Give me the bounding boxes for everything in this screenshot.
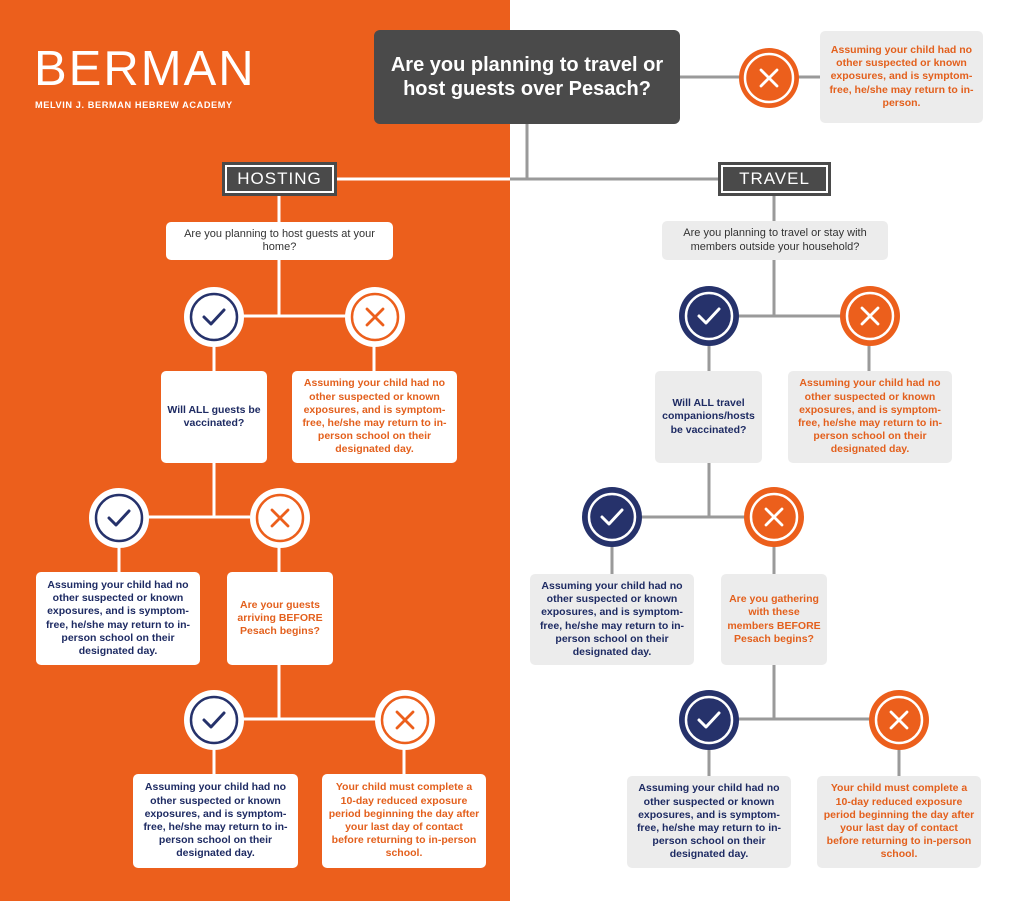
travel-q1-no-outcome: Assuming your child had no other suspected or known exposures, and is symptom-free, he/she may return to in-person school on their designated day. [788,371,952,463]
hosting-label: HOSTING [222,162,337,196]
hosting-q1-no-x-icon [345,287,405,347]
travel-question-2: Will ALL travel companions/hosts be vaccinated? [655,371,762,463]
travel-q3-no-x-icon [869,690,929,750]
hosting-q2-yes-outcome: Assuming your child had no other suspected or known exposures, and is symptom-free, he/she may return to in-person school on their designated day. [36,572,200,665]
hosting-q3-yes-outcome: Assuming your child had no other suspected or known exposures, and is symptom-free, he/she may return to in-person school on their designated day. [133,774,298,868]
travel-q3-no-outcome: Your child must complete a 10-day reduced exposure period beginning the day after your last day of contact before returning to in-person school. [817,776,981,868]
main-no-outcome: Assuming your child had no other suspected or known exposures, and is symptom-free, he/she may return to in-person. [820,31,983,123]
travel-q2-no-x-icon [744,487,804,547]
berman-logo: BERMAN [34,42,256,96]
hosting-question-3: Are your guests arriving BEFORE Pesach begins? [227,572,333,665]
hosting-question-2: Will ALL guests be vaccinated? [161,371,267,463]
travel-q2-yes-check-icon [582,487,642,547]
hosting-q3-no-x-icon [375,690,435,750]
hosting-q3-no-outcome: Your child must complete a 10-day reduced exposure period beginning the day after your last day of contact before returning to in-person school. [322,774,486,868]
hosting-q2-yes-check-icon [89,488,149,548]
travel-q3-yes-check-icon [679,690,739,750]
hosting-q1-yes-check-icon [184,287,244,347]
logo-subtitle: MELVIN J. BERMAN HEBREW ACADEMY [35,100,233,110]
travel-q2-yes-outcome: Assuming your child had no other suspected or known exposures, and is symptom-free, he/she may return to in-person school on their designated day. [530,574,694,665]
main-question: Are you planning to travel or host guests over Pesach? [374,30,680,124]
hosting-q3-yes-check-icon [184,690,244,750]
hosting-q1-no-outcome: Assuming your child had no other suspected or known exposures, and is symptom-free, he/she may return to in-person school on their designated day. [292,371,457,463]
travel-q1-yes-check-icon [679,286,739,346]
travel-question-1: Are you planning to travel or stay with members outside your household? [662,221,888,260]
main-no-x-icon [739,48,799,108]
travel-label: TRAVEL [718,162,831,196]
travel-q1-no-x-icon [840,286,900,346]
hosting-question-1: Are you planning to host guests at your home? [166,222,393,260]
travel-q3-yes-outcome: Assuming your child had no other suspected or known exposures, and is symptom-free, he/she may return to in-person school on their designated day. [627,776,791,868]
hosting-q2-no-x-icon [250,488,310,548]
travel-question-3: Are you gathering with these members BEFORE Pesach begins? [721,574,827,665]
